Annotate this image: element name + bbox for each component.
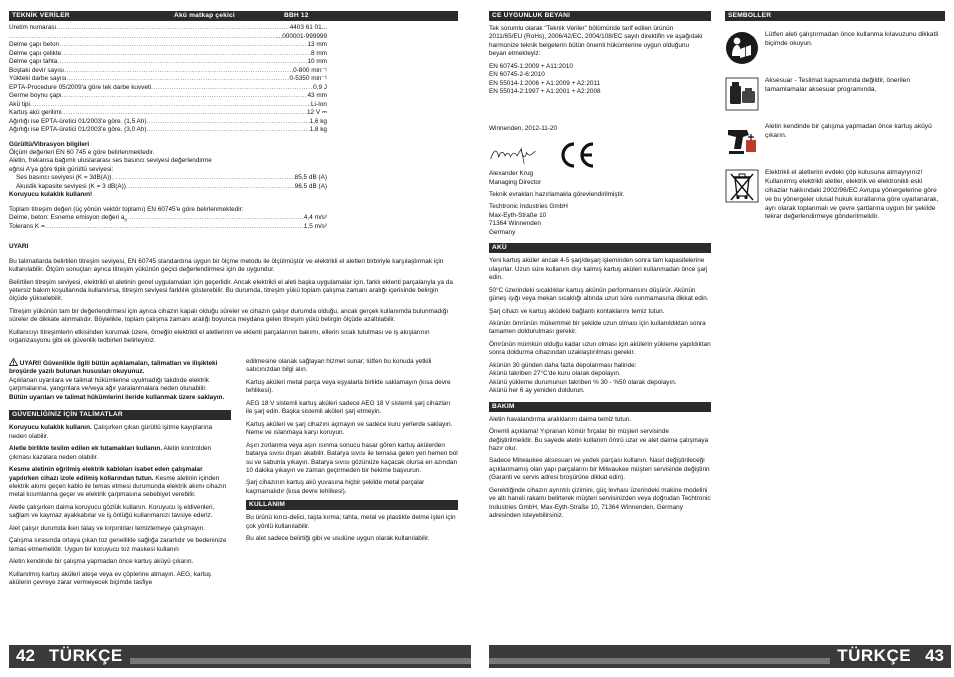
address-line: 71364 Winnenden [489,220,541,228]
spec-label: Delme çapı çelikte [9,49,62,57]
vibration-row: Delme, beton: Esneme emisyon değeri $a_h$ ..... 4,4 m/s² [9,214,327,223]
paragraph: Akünün ömrünün mükemmel bir şekilde uzun olması için kullanıldıktan sonra tamamen doldurulması gerekir. [489,319,706,336]
warning-paragraph: Belirtilen titreşim seviyesi, elektrikli el aletinin genel uygulamaları için geçerlidir. Ancak elektrikli el aleti başka uygulamalar için, farklı eklenti parçalarıyla ya da yetersiz bakım koşullarında kullanılırsa, titreşim seviyesi farklılık gösterebilir. Bu durumda, titreşim yükü toplam çalışma zamanı aralığı içerisinde belirgin ölçüde yükselebilir. [9,278,453,303]
spec-value: Li-Ion [311,100,327,108]
paragraph: Gerektiğinde cihazın ayrıntılı çizimini, güç levhası üzerindeki makine modelini ve altı haneli rakamı belirterek müşteri servisinizden veya doğrudan Techtronic Industries GmbH, Max-Eyth-Straße 10, 71364 Winnenden, Germany adresinden isteyebilirsiniz. [489,486,711,520]
section-title: TEKNİK VERİLER [12,12,70,19]
spec-label: Boştaki devir sayısı [9,66,65,74]
battery-header: AKÜ [489,243,711,253]
spec-label: Delme çapı tahta [9,58,58,65]
signer-name: Alexander Krug [489,170,534,178]
spec-dots [147,126,310,135]
safety-list [9,424,231,587]
spec-label: Delme çapı beton [9,41,60,48]
spec-dots [67,75,290,84]
address-line: Techtronic Industries GmbH [489,203,568,211]
footer-stripe [489,658,830,664]
noise-intro-1: Ölçüm değerleri EN 60 745 e göre belirlenmektedir. [9,148,155,156]
spec-row [9,118,327,127]
address-line: Max-Eyth-Straße 10 [489,211,547,219]
spec-dots [151,84,313,93]
maintenance-section [489,416,711,521]
paragraph: Akünü takriben 27°C'de kuru olarak depolayın. [489,370,621,378]
spec-list [9,24,327,135]
safety-item-text: Çalışma sırasında ortaya çıkan toz genellikle sağlığa zararlıdır ve bedeninize temas etmemelidir. Uygun bir koruyucu toz maskesi kullanın [9,537,227,553]
paragraph: Kartuş aküleri metal parça veya eşyalarla birlikte saklamayın (kısa devre tehlikesi). [246,378,451,395]
paragraph: Bu alet sadece belirtiği gibi ve usulüne uygun olarak kullanılabilir. [246,535,430,543]
warning-paragraph: Kullanıcıyı titreşimlerin etkisinden korumak üzere, örneğin elektrikli el aletlerinin ve eklenti parçalarının bakımı, ellerin sıcak tutulması ve iş akışlarının organizasyonu gibi ek güvenlik tedbirleri belirleyiniz. [9,328,430,345]
spec-value: ...000001-999999 [276,32,327,40]
spec-row [9,50,327,59]
paragraph: Akünü her 6 ay yeniden doldurun. [489,387,585,395]
paragraph: 50°C üzerindeki sıcaklıklar kartuş akünün performansını düşürür. Akünün güneş ışığı veya mekan sıcaklığı altında uzun süre ısınmamasına dikkat edin. [489,286,709,303]
battery-section [489,257,711,395]
symbol-description: Lütfen aleti çalıştırmadan önce kullanma kılavuzunu dikkatli biçimde okuyun. [765,31,939,47]
paragraph: Yeni kartuş aküler ancak 4-5 şarj/deşarj işleminden sonra tam kapasitelerine ulaşırlar. Uzun süre kullanım dışı kalmış kartuş aküleri kullanmadan önce şarj edin. [489,257,708,282]
noise-heading: Gürültü/Vibrasyon bilgileri [9,140,90,148]
safety-item [9,445,231,462]
spec-dots [57,58,307,67]
spec-dots [9,33,277,42]
safety-item [9,571,231,588]
symbol-row [725,169,945,222]
paragraph: Şarj cihazı ve kartuş aküdeki bağlantı kontaklarını temiz tutun. [489,307,665,315]
noise-section [9,141,327,200]
accessory-icon [725,77,759,111]
place-and-date: Winnenden, 2012-11-20 [489,124,558,132]
spec-row [9,24,327,33]
ce-declaration-text: Tek sorumlu olarak "Teknik Veriler" bölümünde tarif edilen ürünün 2011/65/EU (RoHs), 2006/42/EC, 2004/108/EC sayılı direktifin ve aşağıdaki harmonize teknik belgelerin bütün önemli hükümlerine uygun olduğunu beyan etmekteyiz: [489,25,703,58]
ce-mark-icon [557,140,597,170]
address-line: Germany [489,228,516,236]
spec-row [9,84,327,93]
spec-row [9,67,327,76]
model-name: BBH 12 [284,12,309,19]
spec-label: Üretim numarası [9,24,57,31]
spec-dots [56,24,289,33]
safety-item [9,504,231,521]
warning-paragraph: Bu talimatlarda belirtilen titreşim seviyesi, EN 60745 standardına uygun bir ölçme metodu ile ölçülmüştür ve elektrikli el aletleri birbiriyle karşılaştırmak için kullanılabilir. Ölçüm sonuçları ayrıca titreşim yükünün geçici değerlendirmesi için de uygundur. [9,257,444,274]
weee-bin-icon [725,169,759,203]
technical-data-column [9,11,458,350]
paragraph: Akünün 30 günden daha fazla depolanması halinde: [489,361,637,369]
ce-standard: EN 55014-1:2006 + A1:2009 + A2:2011 [489,79,601,87]
safety-item-text: Alet çalışır durumda iken talaş ve kırpıntıları temizlemeye çalışmayın. [9,524,206,532]
warning-paragraph: Titreşim yükünün tam bir değerlendirmesi için ayrıca cihazın kapalı olduğu süreler ve cihazın çalışır durumda olduğu, ancak gerçek kullanımda bulunmadığı süreler de dikkate alınmalıdır. Böylelikle, toplam çalışma zamanı aralığı boyunca meydana gelen titreşim yükü belirgin ölçüde azaltılabilir. [9,307,449,324]
safety-item-bold: Aletle birlikte teslim edilen ek tutamakları kullanın. [9,445,163,453]
paragraph: Ömrünün mümkün olduğu kadar uzun olması için akülerin yükleme yapıldıktan sonra doldurma cihazından uzaklaştırılması gerekir. [489,340,711,357]
symbol-description: Aletin kendinde bir çalışma yapmadan önce kartuş aküyü çıkarın. [765,123,932,139]
safety-item-text: Çalışırken çıkan gürültü işitme kayıplarına neden olabilir. [9,424,213,440]
ear-protection-note: Koruyucu kulaklık kullanın! [9,191,93,199]
spec-value: 8 mm [311,49,327,57]
spec-row [9,92,327,101]
footer-stripe [130,658,471,664]
spec-label: Ağırlığı ise EPTA-üretici 01/2003'e göre. (1,5 Ah) [9,117,147,125]
ce-standard: EN 60745-2-6:2010 [489,71,545,79]
symbols-column [725,11,945,234]
vibration-intro: Toplam titreşim değeri (üç yönün vektör toplamı) EN 60745'e göre belirlenmektedir: [9,205,244,213]
paragraph: edilmesine olanak sağlayan hizmet sunar; lütfen bu konuda yetkili satıcınızdan bilgi alın. [246,358,432,374]
symbol-row [725,31,945,65]
spec-label: Akü tipi [9,100,30,108]
ce-standard: EN 60745-1:2009 + A11:2010 [489,62,573,70]
paragraph: Aşırı zorlanma veya aşırı ısınma sonucu hasar gören kartuş akülerden batarya sıvısı dışarı akabilir. Batarya sıvısı ile temasa gelen yeri hemen bol su ve sabunla yıkayın. Batarya sıvısı gözünüze kaçacak olursa en azından 10 dakika yıkayın ve zaman geçirmeden bir hekime başvurun. [246,441,458,474]
symbols-header: SEMBOLLER [725,11,945,21]
remove-battery-icon [725,123,759,157]
safety-item-bold: Koruyucu kulaklık kullanın. [9,424,92,432]
spec-label: Kartuş akü gerilimi [9,109,62,116]
symbol-description: Elektrikli el aletlerini evdeki çöp kutusuna atmayıyınız! Kullanılmış elektrikli aletler, elektrik ve elektronikli eski cihazlar hakkındaki 2002/96/EC Avrupa yönergelerine göre ve bu yönergeler ulusal hukuk kurallarına göre uyarlanarak, ayrı olarak toplanmalı ve çevre şartlarına uygun bir şekilde tekrar değerlendirmeye gönderilmelidir. [765,169,939,221]
usage-header: KULLANIM [246,500,458,510]
spec-value: 12 V ⎓ [306,109,327,116]
warning-heading: UYARI [9,243,29,251]
safety-item-bold: Kesme aletinin eğrilmiş elektrik kabloları isabet eden çalışmalar yapılırken cihazı izole edilmiş kollarından tutun. [9,466,203,482]
spec-value: 0,9 J [313,83,327,91]
signer-title: Managing Director [489,178,542,186]
spec-dots [62,109,307,118]
spec-value: 4403 61 01... [289,24,327,31]
paragraph: Sadece Milwaukee aksesuarı ve yedek parçası kullanın. Nasıl değiştirileceği açıklanmamış olan yapı parçalarını bir Milwaukee müşteri servisinde değiştirin (Garanti ve servis adresi broşürüne dikkat edin). [489,457,710,482]
spec-dots [30,101,311,110]
safety-item-text: Kullanılmış kartuş aküleri ateşe veya ev çöplerine atmayın. AEG, kartuş akülerin çevreye zarar vermeyecek biçimde tasfiye [9,570,212,587]
warning-keep-text: Bütün uyarıları ve talimat hükümlerini ileride kullanmak üzere saklayın. [9,393,225,401]
spec-value: 0-800 min⁻¹ [293,66,327,74]
paragraph: Önemli açıklama! Yıpranan kömür fırçalar bir müşteri servisinde değiştirilmelidir. Bu sayede aletin kullanım ömrü uzar ve alet daima çalışmaya hazır olur. [489,428,709,452]
product-type: Akü matkap çekici [174,12,235,19]
safety-instructions-header: GÜVENLİĞİNİZ İÇİN TALİMATLAR [9,410,231,420]
warning-section [9,243,458,346]
safety-item [9,525,231,533]
spec-label: Yükteki darbe sayısı [9,75,67,82]
spec-dots [59,41,307,50]
safety-item [9,558,231,566]
safety-item [9,537,231,554]
company-address [489,203,711,237]
left-page-footer [9,645,471,668]
ce-standard: EN 55014-2:1997 + A1:2001 + A2:2008 [489,88,601,96]
paragraph: Akünü yükleme durumunun takriben % 30 - %50 olarak depolayın. [489,378,677,386]
spec-value: 1,6 kg [309,117,327,125]
spec-value: 10 mm [307,58,327,65]
ce-battery-maintenance-column [489,11,711,525]
spec-row [9,41,327,50]
right-page-footer [489,645,951,668]
spec-label: Ağırlığı ise EPTA-üretici 01/2003'e göre. (3,0 Ah) [9,126,147,133]
spec-value: 13 mm [307,41,327,48]
technical-data-header [9,11,458,21]
general-warning-box [9,358,231,402]
safety-item-text: Kesme aletinin içinden elektrik akımı geçen kablo ile temas etmesi durumunda elektrik akımı cihazın metal kısımlarına geçer ve elektrik çarpmasına sebebiyet verebilir. [9,474,227,499]
symbol-description: Aksesuar - Teslimat kapsamında değildir, önerilen tamamlamalar aksesuar programında. [765,77,911,93]
symbol-row [725,123,945,157]
page-number: 43 [925,646,944,666]
spec-dots [147,118,310,127]
spec-label: Germe boynu çapı [9,92,62,99]
warning-bold-text: UYARI! Güvenlikle ilgili bütün açıklamaları, talimatları ve ilişikteki broşürde yazılı bulunan hususları okuyunuz. [9,360,218,376]
ce-standards-list [489,63,711,97]
authorization-text: Teknik evrakları hazırlamakla görevlendirilmiştir. [489,190,625,198]
warning-triangle-icon [9,358,18,366]
spec-row [9,126,327,135]
warning-text: Açıklanan uyarılara ve talimat hükümlerine uyulmadığı takdirde elektrik çarpmalarına, yangınlara ve/veya ağır yaralanmalara neden olunabilir. [9,376,209,393]
noise-row: Ses basıncı seviyesi (K = 3dB(A)) ..... 85,5 dB (A) [9,174,327,183]
spec-row [9,109,327,118]
footer-language: TÜRKÇE [837,646,912,666]
footer-language: TÜRKÇE [48,646,123,666]
spec-value: 43 mm [307,92,327,99]
safety-item-text: Aletle çalışırken daima koruyucu gözlük kullanın. Koruyucu iş eldivenleri, sağlam ve kaymaz ayakkabılar ve iş önlüğü kullanmanızı tavsiye ederiz. [9,503,215,520]
spec-row [9,101,327,110]
ce-declaration-header: CE UYGUNLUK BEYANI [489,11,711,21]
spec-row [9,75,327,84]
spec-value: 0-5350 min⁻¹ [289,75,327,82]
spec-dots [62,92,308,101]
spec-row [9,58,327,67]
page-number: 42 [16,646,35,666]
vibration-section [9,206,327,231]
battery-safety-column [246,358,458,548]
paragraph: Şarj cihazının kartuş akü yuvasına hiçbir şekilde metal parçalar kaçmamalıdır (kısa devre tehlikesi). [246,479,425,495]
vibration-row: Tolerans K = ..... 1,5 m/s² [9,223,327,232]
safety-item-text: Aletin kendinde bir çalışma yapmadan önce kartuş aküyü çıkarın. [9,558,194,566]
spec-value: 1,8 kg [309,126,327,133]
spec-row [9,33,327,42]
paragraph: AEG 18 V sistemli kartuş aküleri sadece AEG 18 V sistemli şarj cihazları ile şarj edin. Başka sistemli aküleri şarj etmeyin. [246,399,451,416]
spec-dots [61,50,311,59]
safety-item-text: Aletin kontrolden çıkması kazalara neden olabilir. [9,445,212,461]
noise-row: Akustik kapasite seviyesi (K = 3 dB(A)) ..... 96,5 dB (A) [9,183,327,192]
maintenance-header: BAKIM [489,402,711,412]
paragraph: Bu ürünü kırıcı-delici, taşta kırma; tahta, metal ve plastikte delme işleri için çok yönlü kullanılabilir. [246,514,456,530]
read-manual-icon [725,31,759,65]
spec-dots [64,67,293,76]
paragraph: Kartuş aküleri ve şarj cihazını açmayın ve sadece kuru yerlerde saklayın. Neme ve ıslanmaya karşı koruyun. [246,420,453,437]
symbol-row [725,77,945,111]
spec-label: EPTA-Procedure 05/2009'a göre tek darbe kuvveti [9,83,152,91]
safety-item [9,424,231,441]
safety-column [9,358,231,592]
safety-item [9,466,231,500]
paragraph: Aletin havalandırma aralıklarını daima temiz tutun. [489,415,632,423]
noise-intro-2: Aletin, frekansa bağımlı uluslararası ses basıncı seviyesi değerlendirme eğrisi A'ya göre tipik gürültü seviyesi: [9,157,212,173]
signature-icon [489,144,537,166]
